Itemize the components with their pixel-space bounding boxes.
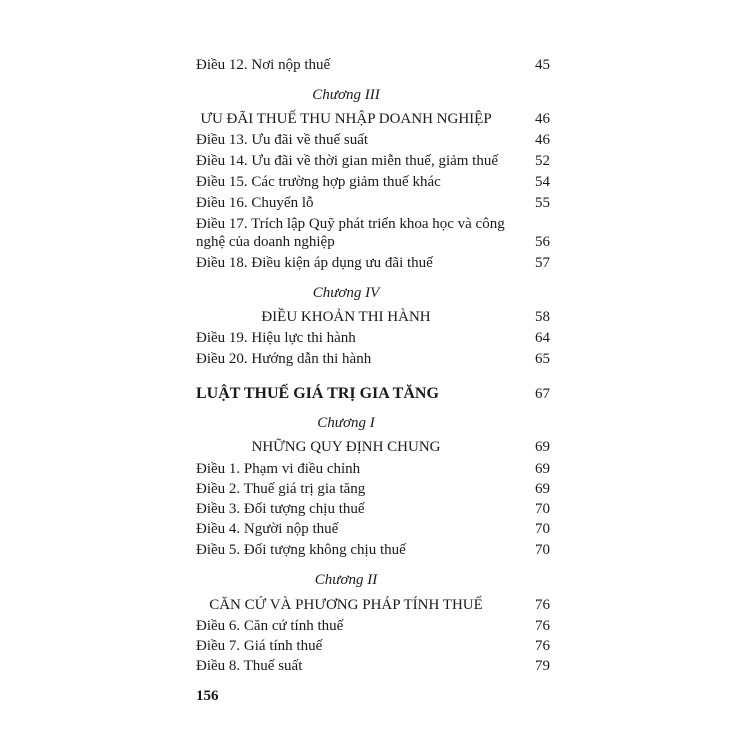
toc-entry-page: 65 bbox=[535, 351, 550, 367]
toc-entry-title: Điều 1. Phạm vi điều chỉnh bbox=[196, 461, 361, 477]
toc-entry-page: 79 bbox=[535, 658, 550, 674]
chapter-heading: Chương II bbox=[314, 572, 378, 588]
toc-entry-page: 56 bbox=[535, 234, 550, 250]
toc-entry-title: Điều 8. Thuế suất bbox=[196, 658, 303, 674]
law-title: LUẬT THUẾ GIÁ TRỊ GIA TĂNG bbox=[196, 385, 439, 402]
page-number: 156 bbox=[196, 688, 219, 704]
toc-entry-page: 58 bbox=[535, 309, 550, 325]
toc-entry-title: Điều 19. Hiệu lực thi hành bbox=[196, 330, 356, 346]
toc-entry-title: Điều 18. Điều kiện áp dụng ưu đãi thuế bbox=[196, 255, 433, 271]
section-title: NHỮNG QUY ĐỊNH CHUNG bbox=[251, 439, 441, 455]
toc-entry-page: 76 bbox=[535, 597, 550, 613]
section-title: ĐIỀU KHOẢN THI HÀNH bbox=[261, 309, 431, 325]
toc-entry-title: Điều 5. Đối tượng không chịu thuế bbox=[196, 542, 406, 558]
toc-entry-page: 64 bbox=[535, 330, 550, 346]
toc-entry-title: Điều 3. Đối tượng chịu thuế bbox=[196, 501, 365, 517]
toc-entry-title: Điều 16. Chuyển lỗ bbox=[196, 195, 314, 211]
toc-entry-title: Điều 15. Các trường hợp giảm thuế khác bbox=[196, 174, 441, 190]
toc-entry-title: Điều 7. Giá tính thuế bbox=[196, 638, 323, 654]
toc-entry-page: 76 bbox=[535, 638, 550, 654]
chapter-heading: Chương I bbox=[317, 415, 375, 431]
toc-entry-title: nghệ của doanh nghiệp bbox=[196, 234, 335, 250]
toc-entry-page: 67 bbox=[535, 386, 550, 402]
toc-entry-page: 55 bbox=[535, 195, 550, 211]
toc-entry-title: Điều 4. Người nộp thuế bbox=[196, 521, 339, 537]
toc-entry-page: 70 bbox=[535, 501, 550, 517]
toc-entry-page: 46 bbox=[535, 111, 550, 127]
toc-entry-page: 69 bbox=[535, 461, 550, 477]
toc-entry-page: 46 bbox=[535, 132, 550, 148]
toc-entry-page: 45 bbox=[535, 57, 550, 73]
chapter-heading: Chương IV bbox=[312, 285, 380, 301]
chapter-heading: Chương III bbox=[312, 87, 380, 103]
toc-entry-page: 54 bbox=[535, 174, 550, 190]
toc-entry-title: Điều 14. Ưu đãi về thời gian miễn thuế, giảm thuế bbox=[196, 153, 499, 169]
toc-entry-page: 52 bbox=[535, 153, 550, 169]
toc-entry-title: Điều 12. Nơi nộp thuế bbox=[196, 57, 331, 73]
toc-entry-page: 57 bbox=[535, 255, 550, 271]
toc-entry-title: Điều 17. Trích lập Quỹ phát triển khoa học và công bbox=[196, 216, 505, 232]
toc-entry-title: Điều 6. Căn cứ tính thuế bbox=[196, 618, 344, 634]
section-title: CĂN CỨ VÀ PHƯƠNG PHÁP TÍNH THUẾ bbox=[209, 597, 483, 613]
toc-entry-title: Điều 20. Hướng dẫn thi hành bbox=[196, 351, 372, 367]
toc-entry-title: Điều 13. Ưu đãi về thuế suất bbox=[196, 132, 369, 148]
toc-entry-title: Điều 2. Thuế giá trị gia tăng bbox=[196, 481, 366, 497]
section-title: ƯU ĐÃI THUẾ THU NHẬP DOANH NGHIỆP bbox=[200, 111, 492, 127]
toc-entry-page: 70 bbox=[535, 521, 550, 537]
toc-entry-page: 70 bbox=[535, 542, 550, 558]
toc-entry-page: 69 bbox=[535, 439, 550, 455]
toc-entry-page: 69 bbox=[535, 481, 550, 497]
toc-entry-page: 76 bbox=[535, 618, 550, 634]
